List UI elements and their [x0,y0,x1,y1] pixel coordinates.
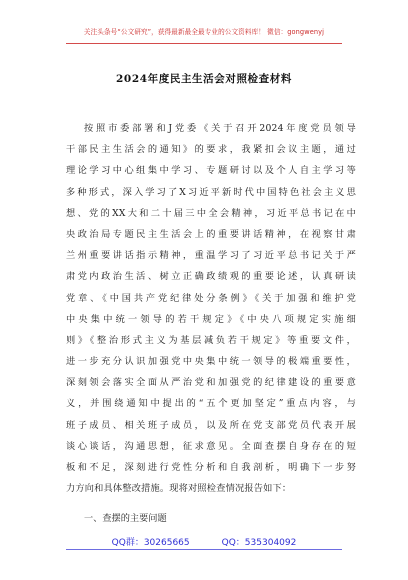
paragraph-line: 兰州重要讲话指示精神，重温学习了习近平总书记关于严 [66,250,356,262]
paragraph-line: 想、党的XX大和二十届三中全会精神，习近平总书记在中 [66,207,356,219]
paragraph-line: 肃党内政治生活、树立正确政绩观的重要论述，认真研读 [66,271,356,283]
footer-divider [66,549,342,550]
footer-qq-group: QQ群：30265665 [111,538,190,548]
paragraph-line: 则》《整治形式主义为基层减负若干规定》等重要文件， [66,334,356,346]
paragraph-line: 按照市委部署和J党委《关于召开2024年度党员领导 [84,123,356,134]
paragraph-line: 多种形式，深入学习了X习近平新时代中国特色社会主义思 [66,186,356,198]
footer-qq-number: QQ：535304092 [221,538,297,548]
header-divider [66,43,342,44]
footer-contact [0,535,408,548]
paragraph-line: 中央集中统一领导的若干规定》《中央八项规定实施细 [66,313,356,325]
document-body [66,118,356,499]
paragraph-line: 谈心谈话，沟通思想，征求意见。全面查摆自身存在的短 [66,440,356,452]
paragraph-line: 力方向和具体整改措施。现将对照检查情况报告如下： [66,483,292,495]
paragraph-line: 深刻领会落实全面从严治党和加强党的纪律建设的重要意 [66,377,356,389]
paragraph-line: 理论学习中心组集中学习、专题研讨以及个人自主学习等 [66,165,356,177]
paragraph-line: 党章、《中国共产党纪律处分条例》《关于加强和维护党 [66,292,356,304]
section-heading: 一、查摆的主要问题 [84,513,167,524]
document-title: 2024年度民主生活会对照检查材料 [116,73,292,85]
paragraph-line: 班子成员、相关班子成员，以及所在党支部党员代表开展 [66,419,356,431]
header-banner: 关注头条号“公文研究”，获得最新最全最专业的公文资料库！ 微信：gongwenyj [83,28,325,36]
paragraph-line: 干部民主生活会的通知》的要求，我紧扣会议主题，通过 [66,144,356,156]
paragraph-line: 央政治局专题民主生活会上的重要讲话精神，在视察甘肃 [66,228,356,240]
paragraph-line: 进一步充分认识加强党中央集中统一领导的极端重要性， [66,356,356,368]
paragraph-line: 义，并围绕通知中提出的“五个更加坚定”重点内容，与 [66,398,356,410]
paragraph-line: 板和不足，深刻进行党性分析和自我剖析，明确下一步努 [66,462,356,473]
